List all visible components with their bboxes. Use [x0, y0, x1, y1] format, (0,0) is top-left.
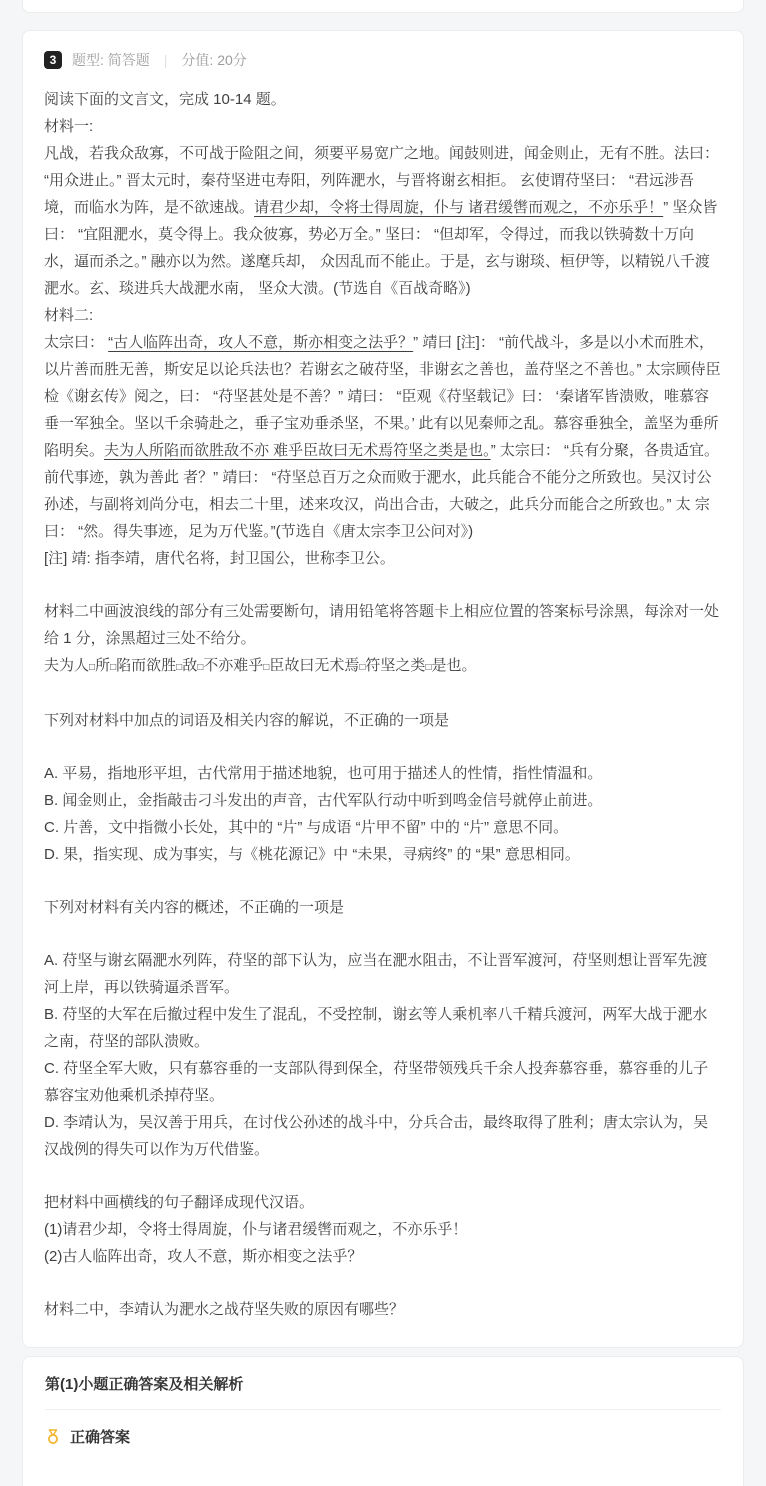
q1-sentence: [44, 652, 722, 681]
text-segment: 是也。: [431, 657, 477, 674]
correct-answer-heading: [45, 1426, 721, 1447]
material-2-text: [44, 329, 722, 545]
text-segment: ” 太宗曰： “兵有分聚，各贵适宜。前代事迹，孰为善此 者？” 靖曰： “苻坚总百万之众而败于淝水，此兵能合不能分之所致也。吴汉讨公孙述，与副将刘尚分屯，相去二十里，述来攻汉，尚出合击，大破之，此兵分而能合之所致也。” 太 宗曰： “然。得失事迹，足为万代鉴。”(节选自《唐太宗李卫公问对》): [44, 442, 720, 540]
text-segment: A. 平易，指地形平坦，古代常用于描述地貌，也可用于描述人的性情，指性情温和。: [44, 765, 603, 782]
text-segment: 夫为人: [44, 657, 90, 674]
text-segment: ” 靖曰 [注]： “前代战斗，多是以小术而胜术，以片善而胜无善，斯安足以论兵法也？若谢玄之破苻坚，非谢玄之善也，盖苻坚之不善也。” 太宗顾侍臣检《谢玄传》阅之，曰： “苻坚甚处是不善？” 靖曰： “臣观《苻坚载记》曰： ‘秦诸军皆溃败，唯慕容垂一军独全。坚以千余骑赴之，垂子宝劝垂杀坚，不果。’ 此有以见秦师之乱。慕容垂独全，盖坚为垂所陷明矣。: [44, 334, 721, 459]
text-segment: ” 坚众皆曰： “宜阻淝水，莫令得上。我众彼寡，势必万全。” 坚曰： “但却军，令得过，而我以铁骑数十万向水，逼而杀之。” 融亦以为然。遂麾兵却， 众因乱而不能止。于是，玄与谢琰、桓伊等，以精锐八千渡淝水。玄、琰进兵大战淝水南， 坚众大溃。(节选自《百战奇略》): [44, 199, 718, 297]
text-segment: [注] 靖: 指李靖，唐代名将，封卫国公，世称李卫公。: [44, 550, 395, 567]
q4-item-2: [44, 1243, 722, 1270]
medal-icon: [45, 1429, 61, 1445]
text-segment: 下列对材料有关内容的概述，不正确的一项是: [44, 899, 345, 916]
question-type: [72, 50, 150, 70]
text-segment: A. 苻坚与谢玄隔淝水列阵，苻坚的部下认为，应当在淝水阻击，不让晋军渡河，苻坚则想让晋军先渡河上岸，再以铁骑逼杀晋军。: [44, 952, 708, 996]
answer-mark-square: □: [110, 662, 117, 673]
answer-mark-square: □: [359, 662, 366, 673]
text-segment: 材料一:: [44, 118, 94, 135]
text-segment: 陷而欲胜: [116, 657, 177, 674]
q2-option-b: [44, 787, 722, 814]
q3-option-d: [44, 1109, 722, 1163]
text-segment: 把材料中画横线的句子翻译成现代汉语。: [44, 1194, 315, 1211]
text-segment: (2)古人临阵出奇，攻人不意，斯亦相变之法乎？: [44, 1248, 363, 1265]
text-segment: 臣故曰无术焉: [269, 657, 360, 674]
text-segment: D. 果，指实现、成为事实，与《桃花源记》中 “未果，寻病终” 的 “果” 意思相同。: [44, 846, 580, 863]
text-segment: 不亦难乎: [203, 657, 264, 674]
text-segment: B. 苻坚的大军在后撤过程中发生了混乱，不受控制，谢玄等人乘机率八千精兵渡河，两军大战于淝水之南，苻坚的部队溃败。: [44, 1006, 708, 1050]
question-score-value: 20分: [217, 52, 247, 68]
answer-mark-square: □: [89, 662, 96, 673]
note: [44, 545, 722, 572]
header-divider: |: [163, 52, 168, 68]
answer-mark-square: □: [263, 662, 270, 673]
q5-stem: [44, 1296, 722, 1323]
material-1-label: [44, 113, 722, 140]
text-segment: 太宗曰：: [44, 334, 109, 351]
answer-mark-square: □: [197, 662, 204, 673]
underlined-text: 夫为人所陷而欲胜敌不亦 难乎臣故曰无术焉符坚之类是也。: [104, 442, 491, 459]
text-segment: 凡战，若我众敌寡，不可战于险阻之间，须要平易宽广之地。闻鼓则进，闻金则止，无有不胜。法曰： “用众进止。” 晋太元时，秦苻坚进屯寿阳，列阵淝水，与晋将谢玄相拒。 玄使谓苻坚曰： “君远涉吾境，而临水为阵，是不欲速战。: [44, 145, 720, 216]
question-score: [181, 50, 246, 70]
question-score-label: 分值:: [181, 52, 214, 68]
analysis-card: [22, 1356, 744, 1486]
q2-option-c: [44, 814, 722, 841]
intro: [44, 86, 722, 113]
underlined-text: 请君少却，令将士得周旋，仆与 诸君缓辔而观之，不亦乐乎！: [254, 199, 664, 216]
q4-stem: [44, 1189, 722, 1216]
q3-stem: [44, 894, 722, 921]
q3-option-b: [44, 1001, 722, 1055]
text-segment: 材料二:: [44, 307, 94, 324]
text-segment: 阅读下面的文言文，完成 10-14 题。: [44, 91, 286, 108]
q2-stem: [44, 707, 722, 734]
question-body: [44, 86, 722, 1323]
text-segment: 材料二中画波浪线的部分有三处需要断句，请用铅笔将答题卡上相应位置的答案标号涂黑，每涂对一处给 1 分，涂黑超过三处不给分。: [44, 603, 720, 647]
q1-instruction: [44, 598, 722, 652]
underlined-text: “古人临阵出奇，攻人不意，斯亦相变之法乎？: [108, 334, 414, 351]
text-segment: (1)请君少却，令将士得周旋，仆与诸君缓辔而观之，不亦乐乎！: [44, 1221, 468, 1238]
q3-option-a: [44, 947, 722, 1001]
question-header: [44, 50, 722, 70]
analysis-title: 第(1)小题正确答案及相关解析: [45, 1376, 244, 1393]
answer-mark-square: □: [425, 662, 432, 673]
question-card: [22, 30, 744, 1348]
correct-answer-label: 正确答案: [70, 1429, 131, 1446]
text-segment: 所: [95, 657, 111, 674]
answer-mark-square: □: [176, 662, 183, 673]
text-segment: C. 片善，文中指微小长处，其中的 “片” 与成语 “片甲不留” 中的 “片” 意思不同。: [44, 819, 569, 836]
text-segment: 敌: [182, 657, 198, 674]
material-1-text: [44, 140, 722, 302]
text-segment: C. 苻坚全军大败，只有慕容垂的一支部队得到保全，苻坚带领残兵千余人投奔慕容垂，慕容垂的儿子慕容宝劝他乘机杀掉苻坚。: [44, 1060, 709, 1104]
question-number-badge: 3: [44, 51, 62, 69]
q4-item-1: [44, 1216, 722, 1243]
text-segment: D. 李靖认为，吴汉善于用兵，在讨伐公孙述的战斗中，分兵合击，最终取得了胜利；唐太宗认为，吴汉战例的得失可以作为万代借鉴。: [44, 1114, 709, 1158]
q2-option-a: [44, 760, 722, 787]
text-segment: 材料二中，李靖认为淝水之战苻坚失败的原因有哪些？: [44, 1301, 405, 1318]
text-segment: 下列对材料中加点的词语及相关内容的解说，不正确的一项是: [44, 712, 450, 729]
question-type-label: 题型:: [72, 52, 104, 68]
question-type-value: 简答题: [107, 52, 150, 68]
text-segment: 符坚之类: [365, 657, 426, 674]
q3-option-c: [44, 1055, 722, 1109]
q2-option-d: [44, 841, 722, 868]
text-segment: B. 闻金则止，金指敲击刁斗发出的声音，古代军队行动中听到鸣金信号就停止前进。: [44, 792, 603, 809]
material-2-label: [44, 302, 722, 329]
previous-question-card: [22, 0, 744, 13]
analysis-divider: [45, 1409, 721, 1410]
